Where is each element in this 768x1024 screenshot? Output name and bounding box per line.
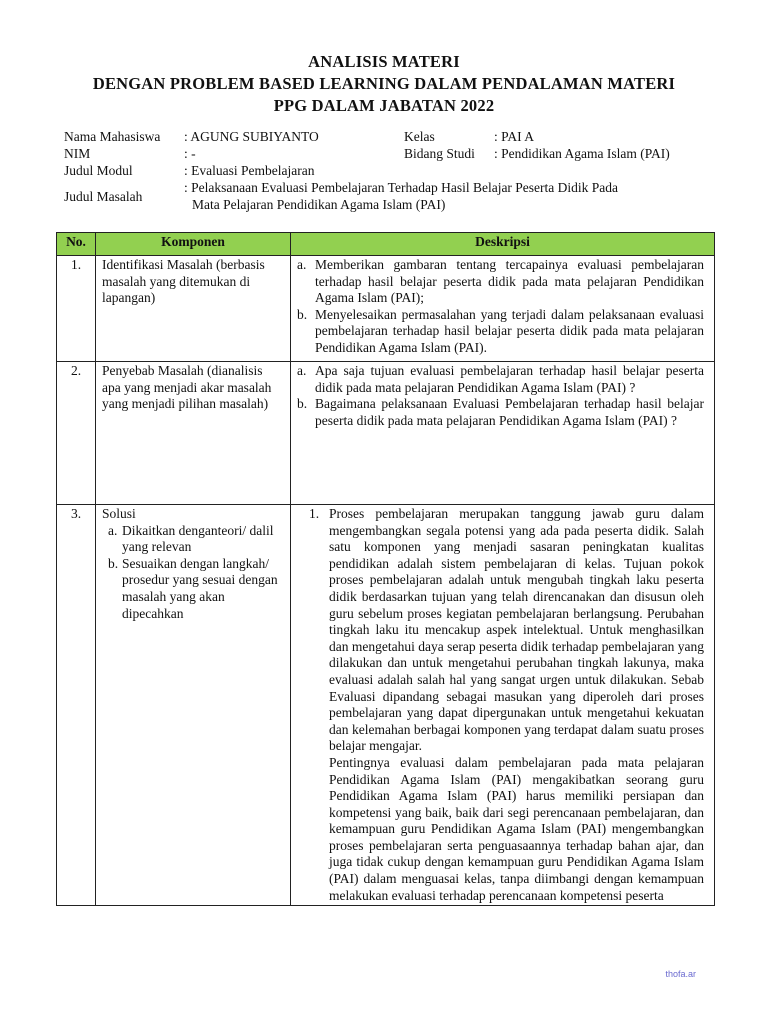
solution-paragraph-1: Proses pembelajaran merupakan tanggung jawab guru dalam mengembangkan segala potensi yang ada pada peserta didik. Salah satu komponen yang menjadi sasaran peningkatan kualitas pendidikan adalah sistem pembelajaran di kelas. Tujuan pokok proses pembelajaran adalah untuk mengubah tingkah laku peserta didik berdasarkan tujuan yang telah direncanakan dan disusun oleh guru sebelum proses kegiatan pembelajaran berlangsung. Perubahan tingkah laku itu mencakup aspek intelektual. Untuk menghasilkan dan mengetahui daya serap peserta didik terhadap pembelajaran yang dilakukan dan untuk mengetahui perubahan tingkah lakunya, maka evaluasi adalah salah hal yang sangat urgen untuk dilakukan. Sebab Evaluasi dipandang sebagai masukan yang diperoleh dari proses pembelajaran yang dapat dipergunakan untuk mengetahui kekuatan dan kelemahan berbagai komponen yang terdapat dalam suatu proses belajar mengajar. bbox=[329, 506, 704, 754]
list-item bbox=[297, 307, 704, 357]
list-item-text: Sesuaikan dengan langkah/ prosedur yang sesuai dengan masalah yang akan dipecahkan bbox=[122, 555, 278, 621]
header-komponen: Komponen bbox=[96, 233, 291, 256]
judul-masalah-label: Judul Masalah bbox=[64, 189, 143, 204]
list-item-text: Apa saja tujuan evaluasi pembelajaran terhadap hasil belajar peserta didik pada mata pelajaran Pendidikan Agama Islam (PAI) ? bbox=[315, 363, 704, 395]
row-komponen bbox=[96, 505, 291, 906]
table-row bbox=[57, 362, 715, 505]
list-item-text: Menyelesaikan permasalahan yang terjadi dalam pelaksanaan evaluasi pembelajaran terhadap hasil belajar peserta didik pada mata pelajaran Pendidikan Agama Islam (PAI). bbox=[315, 306, 704, 355]
list-item bbox=[297, 363, 704, 396]
list-marker: a. bbox=[108, 522, 118, 538]
row-number: 1. bbox=[57, 256, 96, 362]
kelas-value: : PAI A bbox=[494, 129, 535, 144]
doc-title-line-2: DENGAN PROBLEM BASED LEARNING DALAM PENDALAMAN MATERI bbox=[92, 74, 676, 93]
list-marker: b. bbox=[297, 396, 308, 412]
bidang-studi-value: : Pendidikan Agama Islam (PAI) bbox=[494, 146, 670, 161]
footer-watermark: thofa.ar bbox=[665, 969, 696, 979]
judul-modul-label: Judul Modul bbox=[64, 163, 133, 178]
table-header-row bbox=[57, 233, 715, 256]
nim-value: : - bbox=[184, 146, 196, 161]
row-number: 2. bbox=[57, 362, 96, 505]
list-marker: a. bbox=[297, 363, 307, 378]
nama-label: Nama Mahasiswa bbox=[64, 129, 161, 144]
list-marker: b. bbox=[297, 306, 308, 322]
doc-title-line-1: ANALISIS MATERI bbox=[308, 52, 460, 71]
table-row bbox=[57, 505, 715, 906]
list-marker: 1. bbox=[309, 506, 320, 521]
row-deskripsi bbox=[291, 505, 715, 906]
nim-label: NIM bbox=[64, 146, 91, 161]
list-item-text: Memberikan gambaran tentang tercapainya evaluasi pembelajaran terhadap hasil belajar peserta didik pada mata pelajaran Pendidikan Agama Islam (PAI); bbox=[315, 257, 704, 306]
bidang-studi-label: Bidang Studi bbox=[404, 146, 475, 161]
row-number: 3. bbox=[57, 505, 96, 906]
row-deskripsi bbox=[291, 256, 715, 362]
doc-title-line-3: PPG DALAM JABATAN 2022 bbox=[273, 96, 495, 115]
solution-item bbox=[297, 506, 704, 904]
row-komponen: Identifikasi Masalah (berbasis masalah yang ditemukan di lapangan) bbox=[96, 256, 291, 362]
list-marker: b. bbox=[108, 555, 119, 571]
list-marker: a. bbox=[297, 257, 307, 272]
list-item bbox=[108, 523, 284, 556]
kelas-label: Kelas bbox=[404, 129, 435, 144]
list-item bbox=[297, 257, 704, 307]
judul-masalah-value-1: : Pelaksanaan Evaluasi Pembelajaran Terhadap Hasil Belajar Peserta Didik Pada bbox=[184, 180, 619, 195]
row-komponen: Penyebab Masalah (dianalisis apa yang menjadi akar masalah yang menjadi pilihan masalah) bbox=[96, 362, 291, 505]
list-item bbox=[108, 556, 284, 622]
analysis-table bbox=[56, 232, 715, 906]
judul-modul-value: : Evaluasi Pembelajaran bbox=[184, 163, 315, 178]
row-deskripsi bbox=[291, 362, 715, 505]
table-row bbox=[57, 256, 715, 362]
header-deskripsi: Deskripsi bbox=[291, 233, 715, 256]
nama-value: : AGUNG SUBIYANTO bbox=[184, 129, 319, 144]
list-item-text: Bagaimana pelaksanaan Evaluasi Pembelajaran terhadap hasil belajar peserta didik pada mata pelajaran Pendidikan Agama Islam (PAI) ? bbox=[315, 396, 704, 428]
judul-masalah-value-2: Mata Pelajaran Pendidikan Agama Islam (PAI) bbox=[192, 197, 446, 212]
header-no: No. bbox=[57, 233, 96, 256]
solution-paragraph-2: Pentingnya evaluasi dalam pembelajaran pada mata pelajaran Pendidikan Agama Islam (PAI) mengakibatkan seorang guru Pendidikan Agama Islam (PAI) harus memiliki persiapan dan kompetensi yang baik, baik dari segi perencanaan pembelajaran, dan kemampuan guru Pendidikan Agama Islam (PAI) mengembangkan proses pembelajaran serta penguasaannya terhadap bahan ajar, dan juga tidak cukup dengan kemampuan guru Pendidikan Agama Islam (PAI) dalam menguasai kelas, tanpa diimbangi dengan kemampuan melakukan evaluasi terhadap perencanaan kompetensi peserta bbox=[329, 754, 704, 903]
list-item-text: Dikaitkan denganteori/ dalil yang relevan bbox=[122, 522, 274, 555]
list-item bbox=[297, 396, 704, 429]
solusi-title: Solusi bbox=[102, 506, 136, 521]
